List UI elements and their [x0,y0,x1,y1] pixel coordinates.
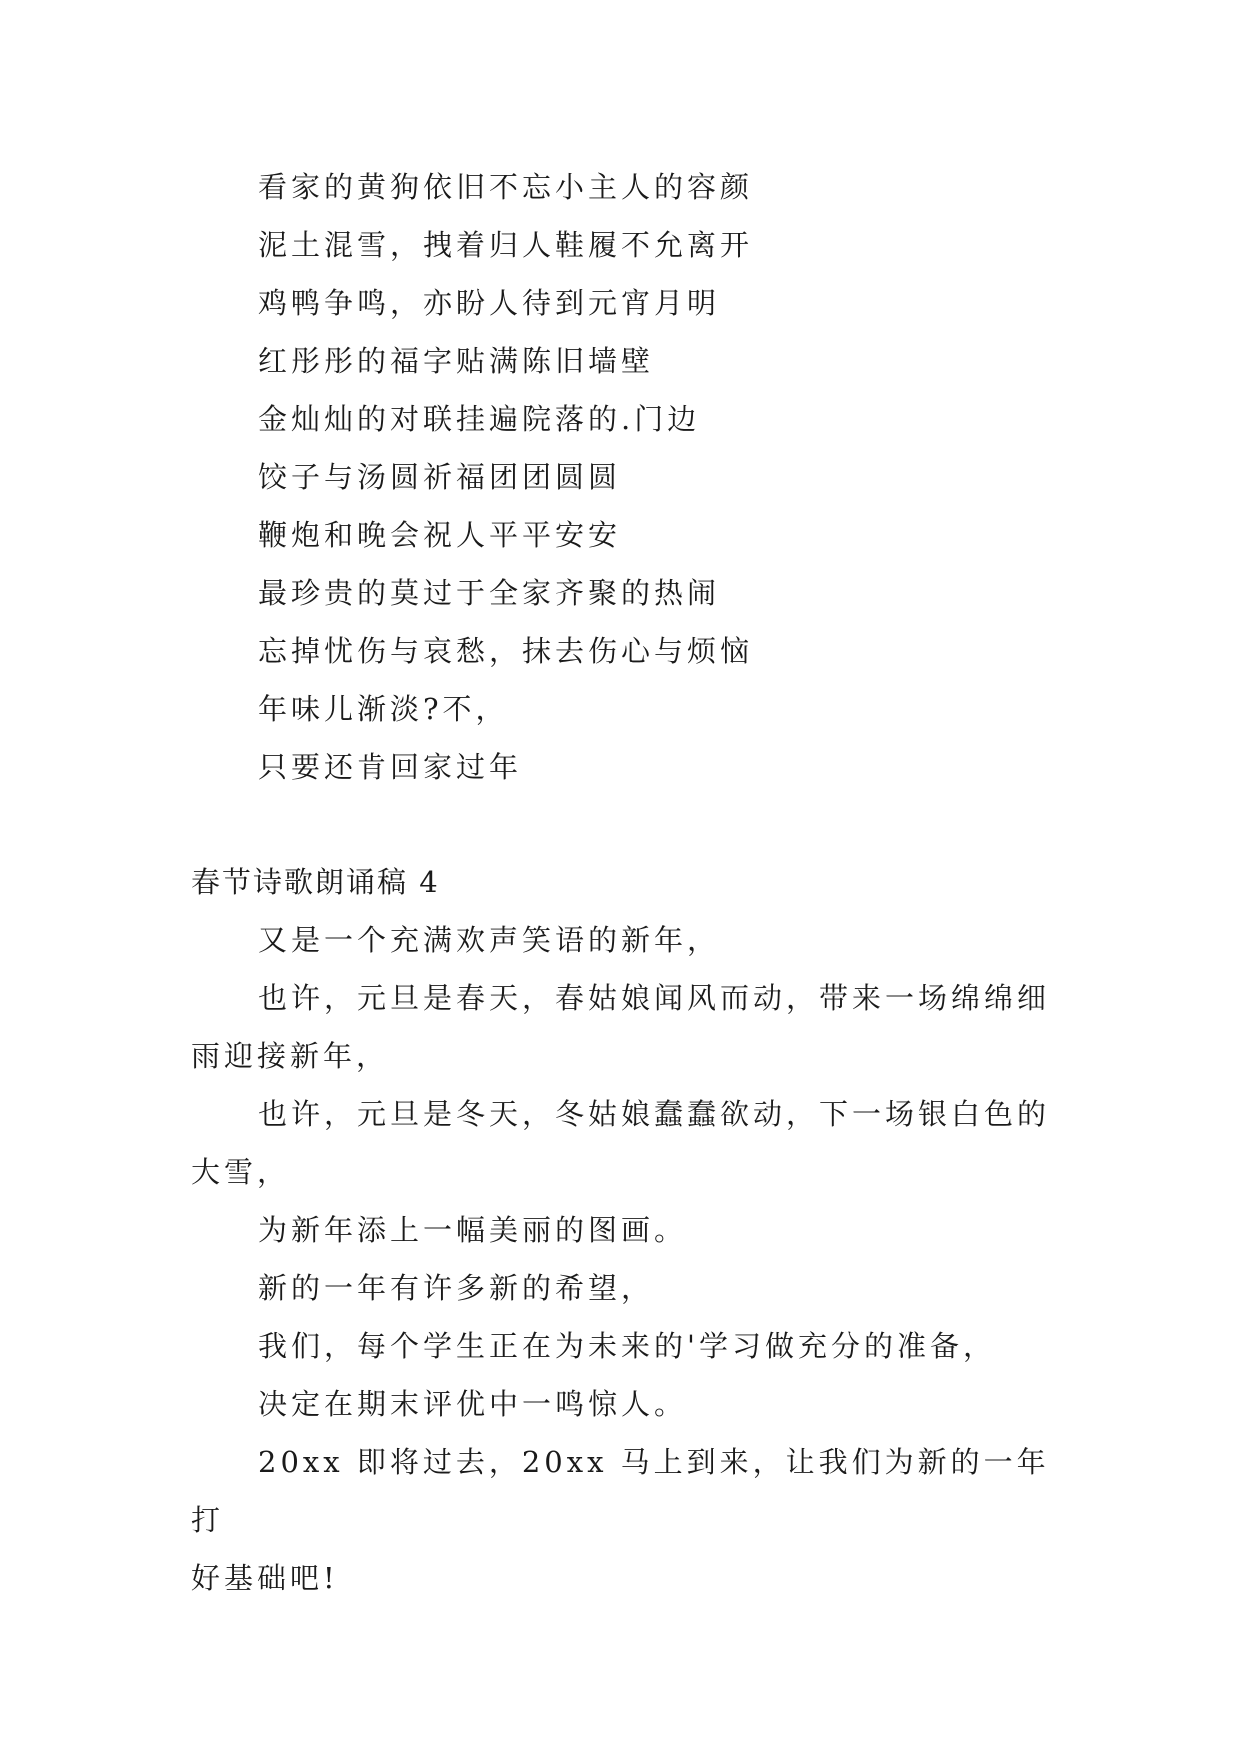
paragraph-text: 新的一年有许多新的希望， [258,1271,655,1305]
poem-line: 鸡鸭争鸣，亦盼人待到元宵月明 [258,286,721,320]
paragraph [191,1375,1053,1433]
poem-line: 饺子与汤圆祈福团团圆圆 [258,460,622,494]
paragraph-text: 我们，每个学生正在为未来的'学习做充分的准备， [258,1329,996,1363]
paragraph [191,1433,1053,1607]
paragraph [191,969,1053,1085]
paragraph [191,911,1053,969]
poem-line: 只要还肯回家过年 [258,750,523,784]
paragraph-text: 也许，元旦是春天，春姑娘闻风而动，带来一场绵绵细 [258,981,1051,1015]
poem-line: 泥土混雪，拽着归人鞋履不允离开 [258,228,754,262]
poem-line: 最珍贵的莫过于全家齐聚的热闹 [258,576,721,610]
paragraph-text: 为新年添上一幅美丽的图画。 [258,1213,688,1247]
poem-stanza [258,158,1058,796]
poem-line: 金灿灿的对联挂遍院落的.门边 [258,402,701,436]
poem-line: 鞭炮和晚会祝人平平安安 [258,518,622,552]
paragraph [191,1085,1053,1201]
paragraph [191,1259,1053,1317]
poem-body [191,911,1053,1607]
paragraph [191,1317,1053,1375]
paragraph-text: 又是一个充满欢声笑语的新年， [258,923,721,957]
poem-line: 红彤彤的福字贴满陈旧墙壁 [258,344,655,378]
poem-line: 看家的黄狗依旧不忘小主人的容颜 [258,170,754,204]
paragraph-continuation: 好基础吧! [191,1561,339,1595]
poem-line: 忘掉忧伤与哀愁，抹去伤心与烦恼 [258,634,754,668]
paragraph-continuation: 雨迎接新年， [191,1039,390,1073]
paragraph [191,1201,1053,1259]
section-heading: 春节诗歌朗诵稿 4 [191,865,440,899]
paragraph-text: 决定在期末评优中一鸣惊人。 [258,1387,688,1421]
poem-line: 年味儿渐淡?不， [258,692,509,726]
paragraph-continuation: 大雪， [191,1155,291,1189]
paragraph-text: 也许，元旦是冬天，冬姑娘蠢蠢欲动，下一场银白色的 [258,1097,1051,1131]
paragraph-text: 20xx 即将过去，20xx 马上到来，让我们为新的一年打 [191,1445,1050,1537]
